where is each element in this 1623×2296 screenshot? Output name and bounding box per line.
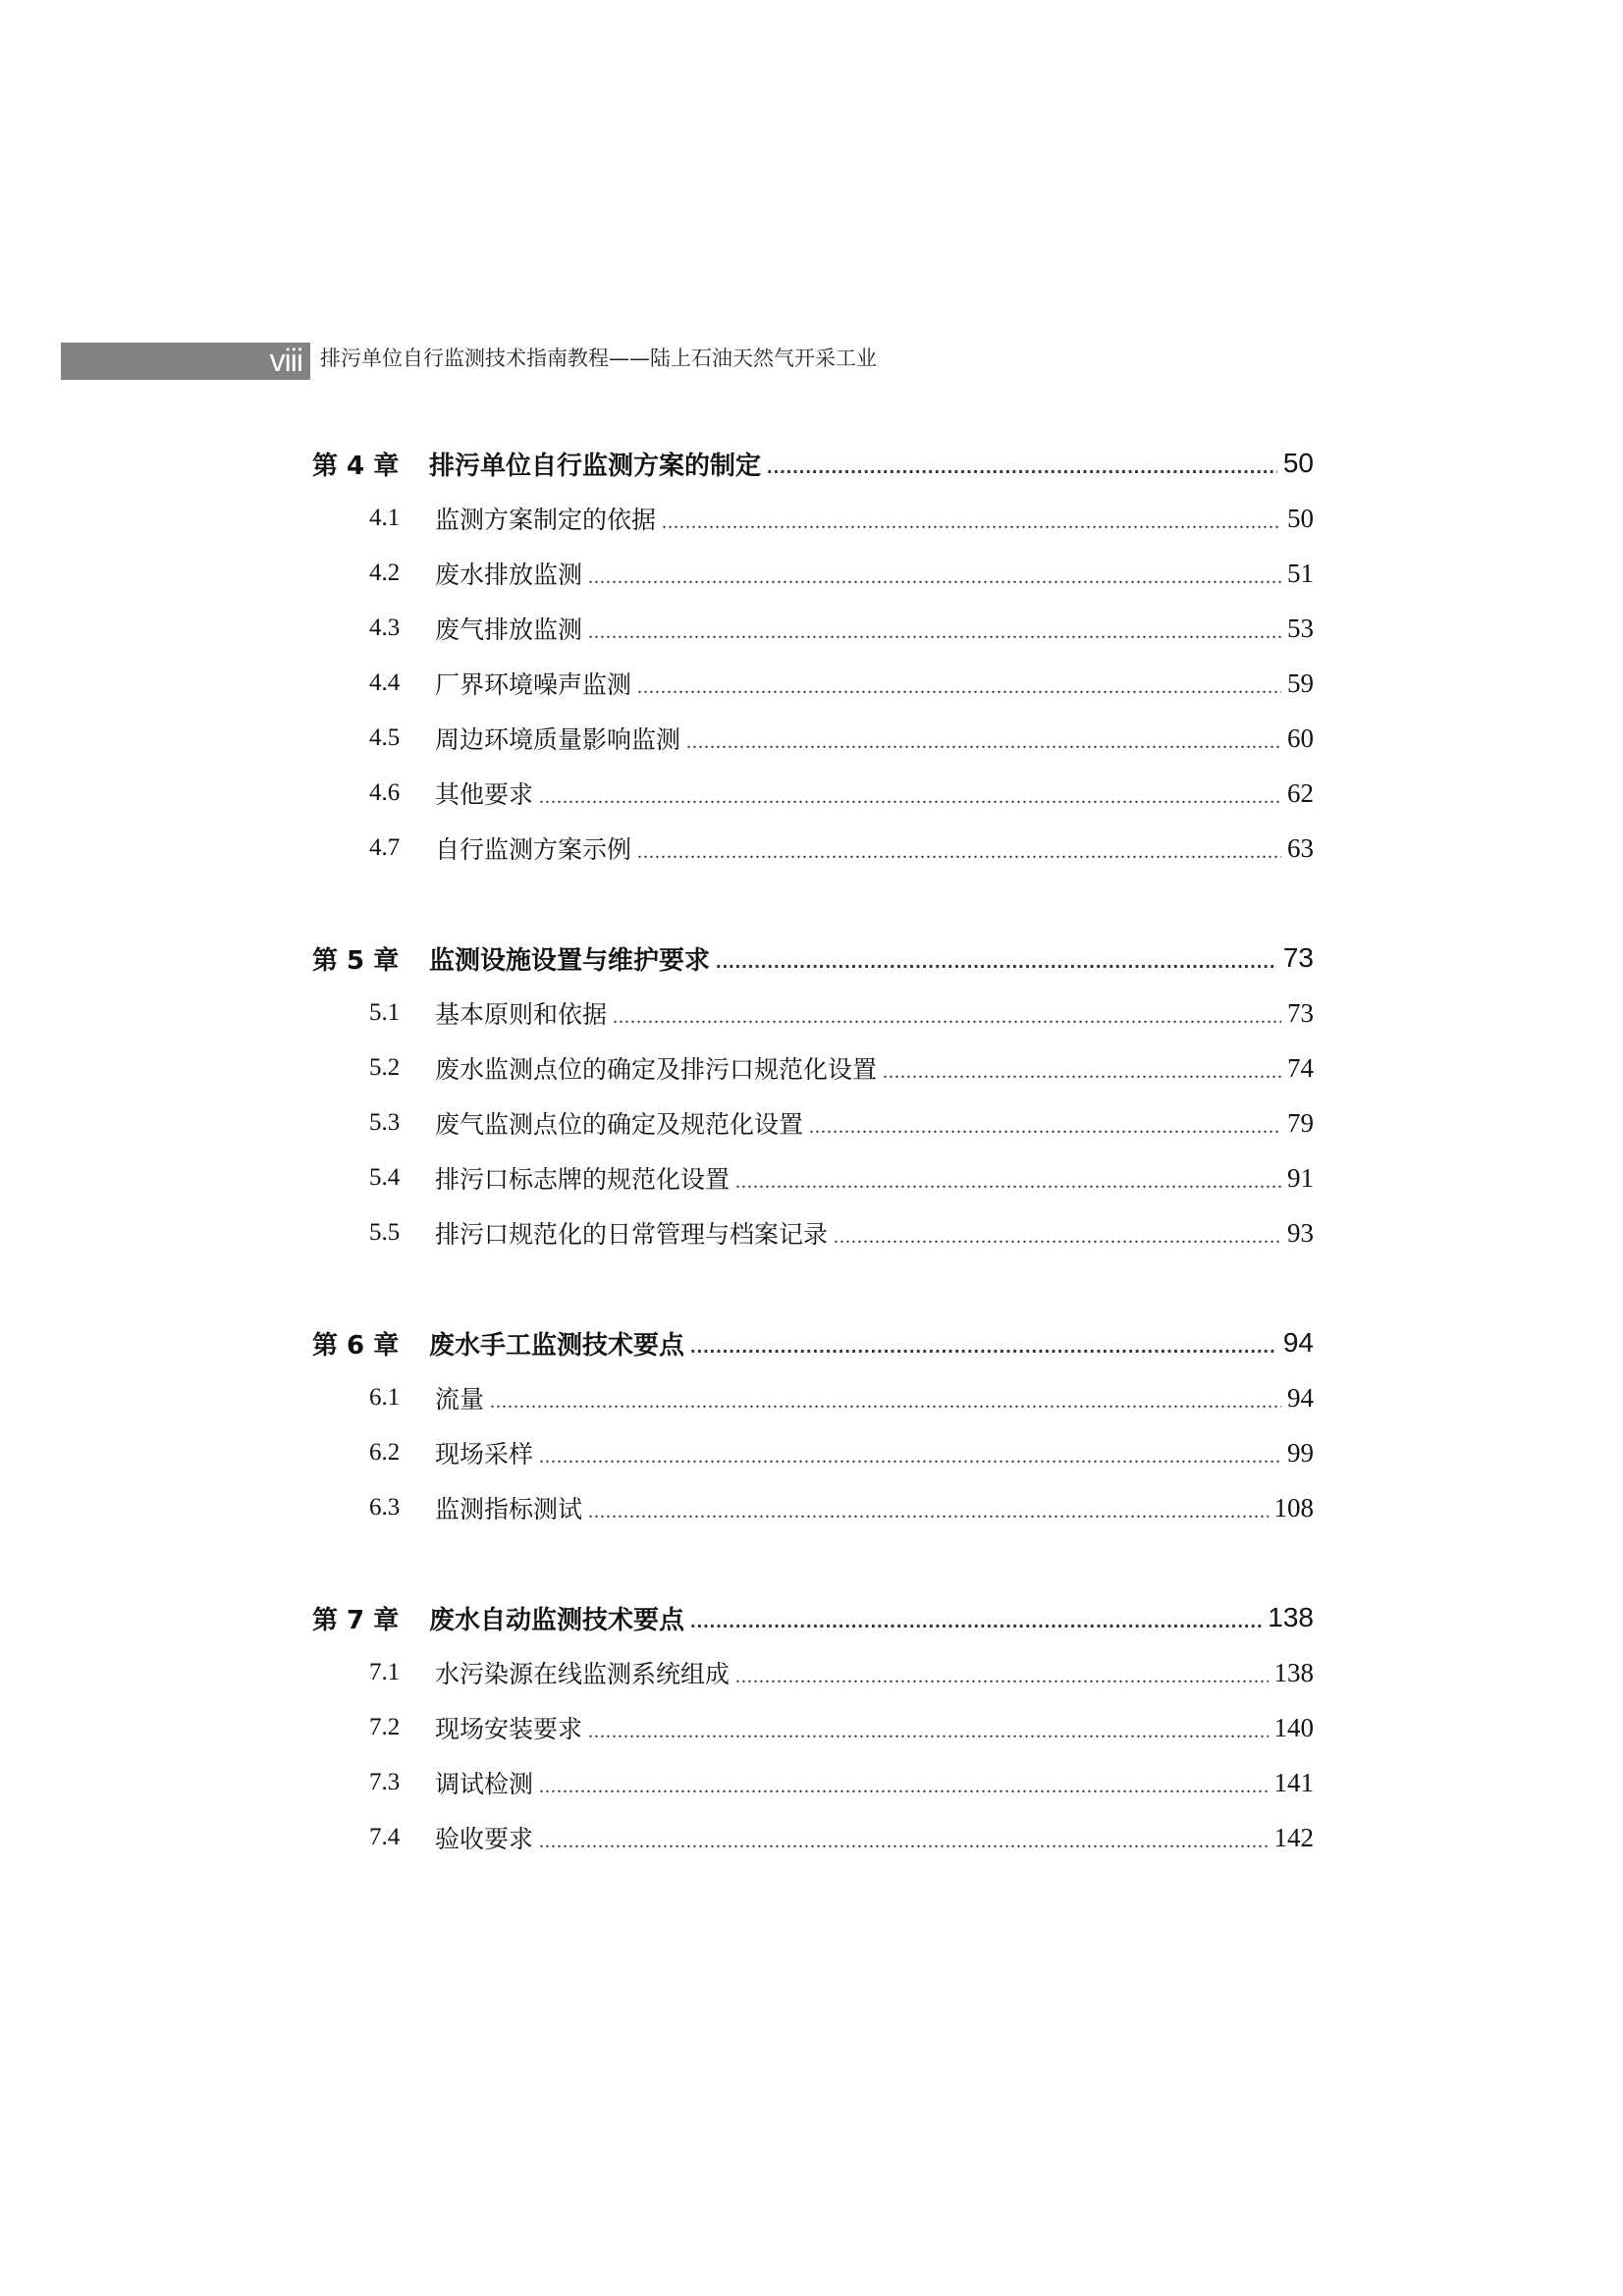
- section-page-number: 50: [1287, 503, 1314, 533]
- section-page-number: 60: [1287, 722, 1314, 753]
- toc-section-entry[interactable]: [312, 986, 1314, 1041]
- dot-leader: [490, 1391, 1281, 1414]
- dot-leader: [735, 1171, 1281, 1194]
- section-title: 自行监测方案示例: [435, 835, 632, 864]
- section-number: 4.7: [369, 834, 401, 861]
- toc-chapter-group: [312, 1315, 1314, 1535]
- toc-section-entry[interactable]: [312, 1755, 1314, 1810]
- toc-section-entry[interactable]: [312, 1425, 1314, 1480]
- header-page-bar: [61, 343, 310, 380]
- section-title: 周边环境质量影响监测: [435, 725, 681, 754]
- dot-leader: [539, 1831, 1268, 1853]
- section-page-number: 99: [1287, 1437, 1314, 1468]
- section-page-number: 108: [1273, 1492, 1314, 1522]
- toc-chapter-entry[interactable]: [312, 1590, 1314, 1645]
- section-page-number: 73: [1287, 997, 1314, 1028]
- dot-leader: [588, 621, 1281, 644]
- table-of-contents: [312, 436, 1314, 1920]
- toc-section-entry[interactable]: [312, 1041, 1314, 1095]
- toc-section-entry[interactable]: [312, 1095, 1314, 1150]
- dot-leader: [735, 1666, 1268, 1688]
- section-title: 废水排放监测: [435, 561, 583, 589]
- dot-leader: [686, 731, 1281, 754]
- section-number: 4.2: [369, 560, 401, 586]
- section-title: 基本原则和依据: [435, 1000, 608, 1029]
- chapter-label: 第 7 章: [312, 1605, 400, 1635]
- toc-section-entry[interactable]: [312, 1645, 1314, 1700]
- toc-section-entry[interactable]: [312, 1205, 1314, 1260]
- section-number: 7.2: [369, 1714, 401, 1740]
- chapter-title: 废水自动监测技术要点: [429, 1605, 685, 1635]
- section-number: 7.4: [369, 1824, 401, 1850]
- section-number: 5.4: [369, 1164, 401, 1191]
- section-number: 6.1: [369, 1384, 401, 1411]
- dot-leader: [716, 951, 1277, 974]
- section-title: 现场采样: [435, 1440, 534, 1468]
- dot-leader: [767, 456, 1277, 479]
- chapter-title: 排污单位自行监测方案的制定: [429, 451, 762, 481]
- dot-leader: [637, 676, 1281, 699]
- header-page-number: viii: [269, 343, 302, 378]
- section-page-number: 93: [1287, 1217, 1314, 1248]
- section-title: 废气排放监测: [435, 615, 583, 644]
- dot-leader: [588, 1721, 1268, 1743]
- dot-leader: [690, 1336, 1277, 1359]
- chapter-title: 废水手工监测技术要点: [429, 1330, 685, 1361]
- dot-leader: [588, 1501, 1268, 1523]
- chapter-label: 第 4 章: [312, 451, 400, 481]
- toc-section-entry[interactable]: [312, 711, 1314, 766]
- section-title: 其他要求: [435, 780, 534, 809]
- chapter-title: 监测设施设置与维护要求: [429, 945, 711, 976]
- toc-chapter-entry[interactable]: [312, 931, 1314, 986]
- dot-leader: [539, 1776, 1268, 1798]
- section-page-number: 59: [1287, 667, 1314, 698]
- section-number: 4.4: [369, 669, 401, 696]
- section-title: 流量: [435, 1385, 485, 1414]
- toc-chapter-entry[interactable]: [312, 1315, 1314, 1370]
- chapter-page-number: 73: [1282, 942, 1314, 973]
- chapter-label: 第 5 章: [312, 945, 400, 976]
- toc-section-entry[interactable]: [312, 1480, 1314, 1535]
- dot-leader: [662, 511, 1281, 534]
- dot-leader: [539, 786, 1281, 809]
- toc-section-entry[interactable]: [312, 1370, 1314, 1425]
- dot-leader: [637, 841, 1281, 864]
- section-page-number: 138: [1273, 1657, 1314, 1687]
- toc-chapter-entry[interactable]: [312, 436, 1314, 491]
- toc-section-entry[interactable]: [312, 1810, 1314, 1865]
- dot-leader: [613, 1006, 1281, 1029]
- section-title: 监测方案制定的依据: [435, 506, 657, 534]
- section-page-number: 141: [1273, 1767, 1314, 1797]
- section-number: 4.1: [369, 505, 401, 531]
- section-number: 5.1: [369, 999, 401, 1026]
- toc-chapter-group: [312, 436, 1314, 876]
- dot-leader: [809, 1116, 1281, 1139]
- section-title: 验收要求: [435, 1825, 534, 1853]
- header-book-title: 排污单位自行监测技术指南教程——陆上石油天然气开采工业: [320, 347, 877, 370]
- section-number: 4.3: [369, 614, 401, 641]
- section-title: 现场安装要求: [435, 1715, 583, 1743]
- section-page-number: 51: [1287, 558, 1314, 588]
- section-title: 水污染源在线监测系统组成: [435, 1660, 730, 1688]
- section-number: 6.3: [369, 1494, 401, 1521]
- section-title: 调试检测: [435, 1770, 534, 1798]
- toc-section-entry[interactable]: [312, 821, 1314, 876]
- section-number: 5.3: [369, 1109, 401, 1136]
- dot-leader: [690, 1611, 1262, 1633]
- chapter-page-number: 138: [1268, 1602, 1314, 1632]
- section-title: 废气监测点位的确定及规范化设置: [435, 1110, 804, 1139]
- section-title: 厂界环境噪声监测: [435, 670, 632, 699]
- chapter-label: 第 6 章: [312, 1330, 400, 1361]
- section-title: 排污口标志牌的规范化设置: [435, 1165, 730, 1194]
- dot-leader: [588, 566, 1281, 589]
- toc-chapter-group: [312, 931, 1314, 1260]
- section-page-number: 63: [1287, 832, 1314, 863]
- section-title: 排污口规范化的日常管理与档案记录: [435, 1220, 829, 1249]
- toc-section-entry[interactable]: [312, 656, 1314, 711]
- toc-section-entry[interactable]: [312, 601, 1314, 656]
- dot-leader: [834, 1226, 1281, 1249]
- section-number: 4.5: [369, 724, 401, 751]
- section-title: 监测指标测试: [435, 1495, 583, 1523]
- chapter-page-number: 94: [1282, 1327, 1314, 1358]
- toc-section-entry[interactable]: [312, 546, 1314, 601]
- section-number: 7.1: [369, 1659, 401, 1685]
- toc-section-entry[interactable]: [312, 1700, 1314, 1755]
- toc-section-entry[interactable]: [312, 491, 1314, 546]
- chapter-page-number: 50: [1282, 448, 1314, 478]
- dot-leader: [539, 1446, 1281, 1468]
- section-page-number: 74: [1287, 1052, 1314, 1083]
- section-page-number: 91: [1287, 1162, 1314, 1193]
- section-page-number: 142: [1273, 1822, 1314, 1852]
- section-page-number: 62: [1287, 777, 1314, 808]
- section-page-number: 94: [1287, 1382, 1314, 1413]
- section-number: 7.3: [369, 1769, 401, 1795]
- section-number: 6.2: [369, 1439, 401, 1466]
- toc-section-entry[interactable]: [312, 1150, 1314, 1205]
- section-title: 废水监测点位的确定及排污口规范化设置: [435, 1055, 878, 1084]
- section-page-number: 53: [1287, 613, 1314, 643]
- section-page-number: 140: [1273, 1712, 1314, 1742]
- section-number: 5.5: [369, 1219, 401, 1246]
- section-number: 5.2: [369, 1054, 401, 1081]
- section-number: 4.6: [369, 779, 401, 806]
- toc-section-entry[interactable]: [312, 766, 1314, 821]
- toc-chapter-group: [312, 1590, 1314, 1865]
- dot-leader: [883, 1061, 1281, 1084]
- section-page-number: 79: [1287, 1107, 1314, 1138]
